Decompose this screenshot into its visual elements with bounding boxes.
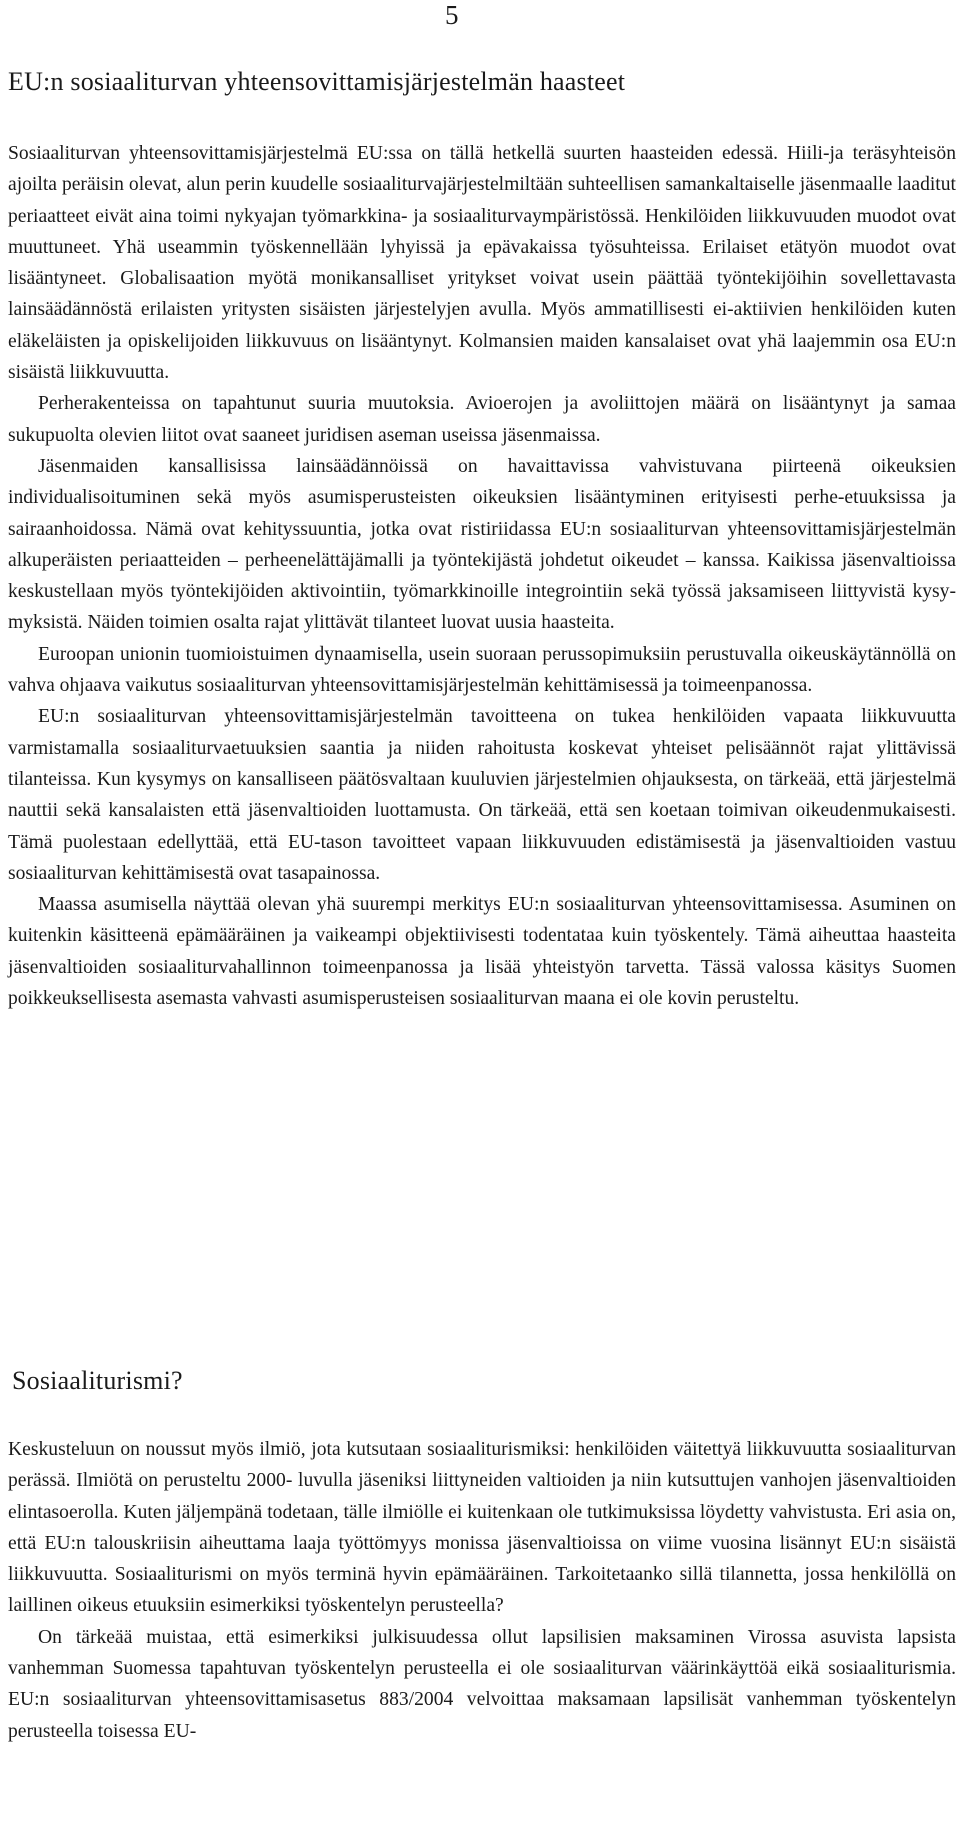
paragraph: Sosiaaliturvan yhteensovittamisjärjestelmä EU:ssa on tällä hetkellä suurten haasteiden edessä. Hiili-ja teräsyhteisön ajoilta peräisin olevat, alun perin kuudelle sosiaaliturvajärjestelmiltään suhteellisen samankaltaiselle jäsenmaalle laaditut periaatteet eivät aina toimi nykyajan työmarkkina- ja sosiaaliturvaympäristössä. Henkilöiden liikkuvuuden muodot ovat muuttuneet. Yhä useammin työskennellään lyhyissä ja epävakaissa työsuhteissa. Erilaiset etätyön muodot ovat lisääntyneet. Globalisaation myötä monikansalliset yritykset voivat usein päättää työntekijöihin sovellettavasta lainsäädännöstä erilaisten yritysten sisäisten järjestelyjen avulla. Myös ammatillisesti ei-aktiivien henkilöiden kuten eläkeläisten ja opiskelijoiden liikkuvuus on lisääntynyt. Kolmansien maiden kansalaiset ovat yhä laajemmin osa EU:n sisäistä liikkuvuutta. [8, 143, 956, 384]
section-heading-social-tourism: Sosiaaliturismi? [12, 1366, 183, 1395]
paragraph: Keskusteluun on noussut myös ilmiö, jota kutsutaan sosiaaliturismiksi: henkilöiden väitettyä liikkuvuutta sosiaaliturvan perässä. Ilmiötä on perusteltu 2000- luvulla jäseniksi liittyneiden valtioiden ja niin kutsuttujen vanhojen jäsenvaltioiden elintasoerolla. Kuten jäljempänä todetaan, tälle ilmiölle ei kuitenkaan ole tutkimuksissa löydetty vahvistusta. Eri asia on, että EU:n talouskriisin aiheuttama laaja työttömyys monissa jäsenvaltioissa on viime vuosina lisännyt EU:n sisäistä liikkuvuutta. Sosiaaliturismi on myös terminä hyvin epämääräinen. Tarkoitetaanko sillä tilannetta, jossa henkilöllä on laillinen oikeus etuuksiin esimerkiksi työskentelyn perusteella? [8, 1439, 956, 1617]
paragraph: Jäsenmaiden kansallisissa lainsäädännöissä on havaittavissa vahvistuvana piirteenä oikeuksien individualisoituminen sekä myös asumisperusteisten oikeuksien lisääntyminen erityisesti perhe-etuuksissa ja sairaanhoidossa. Nämä ovat kehityssuuntia, jotka ovat ristiriidassa EU:n sosiaaliturvan yhteensovittamisjärjestelmän alkuperäisten periaatteiden – perheenelättäjämalli ja työntekijästä johdetut oikeudet – kanssa. Kaikissa jäsenvaltioissa keskustellaan myös työntekijöiden aktivointiin, työmarkkinoille integrointiin sekä työssä jaksamiseen liittyvistä kysymyksistä. Näiden toimien osalta rajat ylittävät tilanteet luovat uusia haasteita. [8, 455, 956, 634]
paragraph: On tärkeää muistaa, että esimerkiksi julkisuudessa ollut lapsilisien maksaminen Virossa asuvista lapsista vanhemman Suomessa tapahtuvan työskentelyn perusteella ei ole sosiaaliturvan väärinkäyttöä eikä sosiaaliturismia. EU:n sosiaaliturvan yhteensovittamisasetus 883/2004 velvoittaa maksamaan lapsilisät vanhemman työskentelyn perusteella toisessa EU- [8, 1626, 956, 1742]
section-body-social-tourism [8, 1434, 956, 1747]
paragraph: Perherakenteissa on tapahtunut suuria muutoksia. Avioerojen ja avoliittojen määrä on lisääntynyt ja samaa sukupuolta olevien liitot ovat saaneet juridisen aseman useissa jäsenmaissa. [8, 393, 956, 446]
paragraph: Euroopan unionin tuomioistuimen dynaamisella, usein suoraan perussopimuksiin perustuvalla oikeuskäytännöllä on vahva ohjaava vaikutus sosiaaliturvan yhteensovittamisjärjestelmän kehittämisessä ja toimeenpanossa. [8, 643, 956, 697]
page-number: 5 [445, 0, 459, 30]
section-body-coordination-challenges [8, 138, 956, 1014]
section-heading-coordination-challenges: EU:n sosiaaliturvan yhteensovittamisjärjestelmän haasteet [8, 67, 626, 96]
paragraph: Maassa asumisella näyttää olevan yhä suurempi merkitys EU:n sosiaaliturvan yhteensovittamisessa. Asuminen on kuitenkin käsitteenä epämääräinen ja vaikeampi objektiivisesti todentataa kuin työskentely. Tämä aiheuttaa haasteita jäsenvaltioiden sosiaaliturvahallinnon toimeenpanossa ja lisää yhteistyön tarvetta. Tässä valossa käsitys Suomen poikkeuksellisesta asemasta vahvasti asumisperusteisen sosiaaliturvan maana ei ole kovin perusteltu. [8, 894, 956, 1010]
paragraph: EU:n sosiaaliturvan yhteensovittamisjärjestelmän tavoitteena on tukea henkilöiden vapaata liikkuvuutta varmistamalla sosiaaliturvaetuuksien saantia ja niiden rahoitusta koskevat yhteiset pelisäännöt rajat ylittävissä tilanteissa. Kun kysymys on kansalliseen päätösvaltaan kuuluvien järjestelmien ohjauksesta, on tärkeää, että järjestelmä nauttii sekä kansalaisten että jäsenvaltioiden luottamusta. On tärkeää, että sen koetaan toimivan oikeudenmukaisesti. Tämä puolestaan edellyttää, että EU-tason tavoitteet vapaan liikkuvuuden edistämisestä ja jäsenvaltioiden vastuu sosiaaliturvan kehittämisestä ovat tasapainossa. [8, 706, 956, 884]
